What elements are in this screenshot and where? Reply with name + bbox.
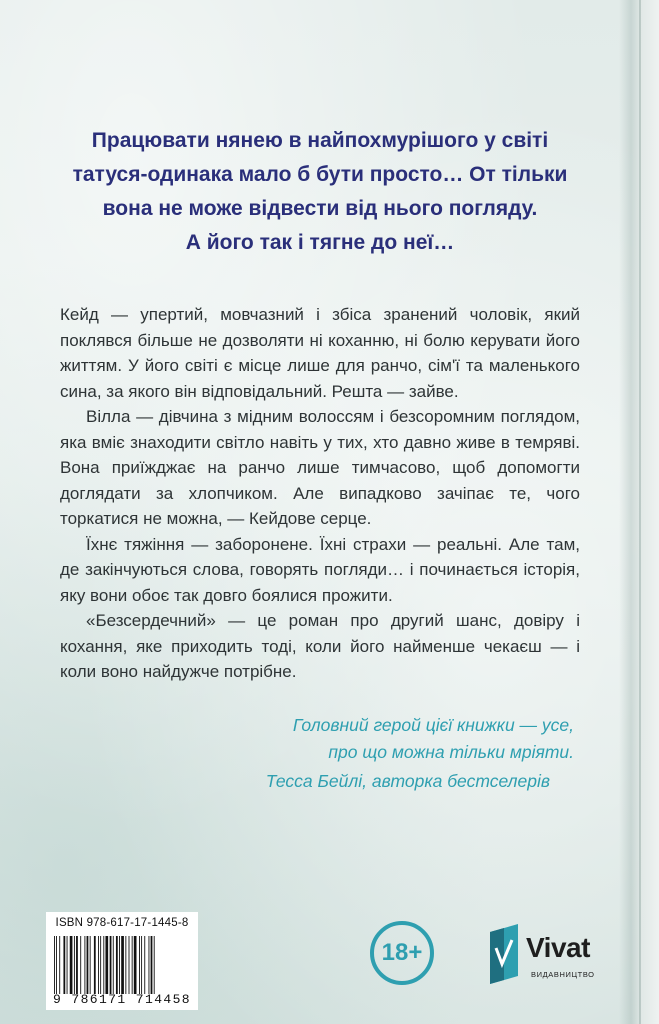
barcode-bar: [70, 936, 73, 994]
barcode-bar: [141, 936, 142, 994]
barcode-bar: [56, 936, 57, 994]
barcode-bar: [76, 936, 78, 994]
barcode-bar: [54, 936, 55, 994]
publisher-subtitle: ВИДАВНИЦТВО: [531, 970, 595, 979]
body-paragraph: Вілла — дівчина з мідним волоссям і безсоромним поглядом, яка вміє знаходити світло навіть у тих, хто давно живе в темряві. Вона приїжджає на ранчо лише тимчасово, щоб допомогти доглядати за хлопчиком. Але випадково зачіпає те, чого торкатися не можна, — Кейдове серце.: [60, 407, 580, 528]
barcode-bar: [149, 936, 150, 994]
headline-line: А його так і тягне до неї…: [185, 231, 455, 254]
barcode-bar: [116, 936, 118, 994]
barcode-bar: [113, 936, 114, 994]
isbn-label: ISBN 978-617-17-1445-8: [55, 917, 189, 929]
blurb-body: [60, 302, 580, 685]
body-paragraph: «Безсердечний» — це роман про другий шанс, довіру і кохання, яке приходить тоді, коли його найменше чекаєш — і коли воно найдужче потрібне.: [60, 611, 580, 681]
age-rating-badge: 18+: [370, 921, 434, 985]
barcode-bar: [119, 936, 120, 994]
barcode-bar: [154, 936, 155, 994]
blurb-headline: [20, 124, 620, 260]
headline-line: вона не може відвести від нього погляду.: [102, 197, 538, 220]
headline-line: Працювати нянею в найпохмурішого у світі: [91, 129, 549, 152]
barcode-bar: [139, 936, 140, 994]
quote-author: Тесса Бейлі, авторка бестселерів: [265, 771, 550, 791]
quote-line: про що можна тільки мріяти.: [328, 742, 574, 762]
barcode-bar: [74, 936, 75, 994]
barcode-bars: [53, 936, 193, 994]
barcode-digits: 9 786171 714458: [52, 992, 192, 1007]
barcode-bar: [94, 936, 96, 994]
barcode-bar: [103, 936, 104, 994]
vivat-logo-icon: [488, 924, 522, 984]
barcode-bar: [67, 936, 68, 994]
barcode-bar: [151, 936, 153, 994]
barcode-bar: [87, 936, 89, 994]
barcode-bar: [144, 936, 145, 994]
barcode-bar: [80, 936, 81, 994]
spine-fold-line: [639, 0, 641, 1024]
isbn-barcode: [46, 912, 198, 1010]
barcode-bar: [84, 936, 85, 994]
barcode-bar: [134, 936, 137, 994]
publisher-name: Vivat: [526, 932, 590, 963]
publisher-logo: [484, 924, 595, 988]
barcode-bar: [100, 936, 101, 994]
barcode-bar: [110, 936, 112, 994]
barcode-bar: [121, 936, 124, 994]
barcode-bar: [105, 936, 108, 994]
barcode-bar: [90, 936, 91, 994]
body-paragraph: Кейд — упертий, мовчазний і збіса зранений чоловік, який поклявся більше не дозволяти ні коханню, ні болю керувати його життям. У його світі є місце лише для ранчо, сім'ї та маленького сина, за якого він відповідальний. Решта — зайве.: [60, 305, 580, 401]
barcode-bar: [63, 936, 65, 994]
barcode-bar: [98, 936, 99, 994]
review-quote: [180, 712, 574, 766]
headline-line: татуся-одинака мало б бути просто… От тільки: [72, 163, 568, 186]
barcode-bar: [129, 936, 130, 994]
barcode-bar: [59, 936, 60, 994]
quote-line: Головний герой цієї книжки — усе,: [292, 715, 574, 735]
body-paragraph: Їхнє тяжіння — заборонене. Їхні страхи — реальні. Але там, де закінчуються слова, говорять погляди… і починається історія, яку вони обоє так довго боялися прожити.: [60, 534, 580, 605]
barcode-bar: [125, 936, 126, 994]
barcode-bar: [132, 936, 133, 994]
